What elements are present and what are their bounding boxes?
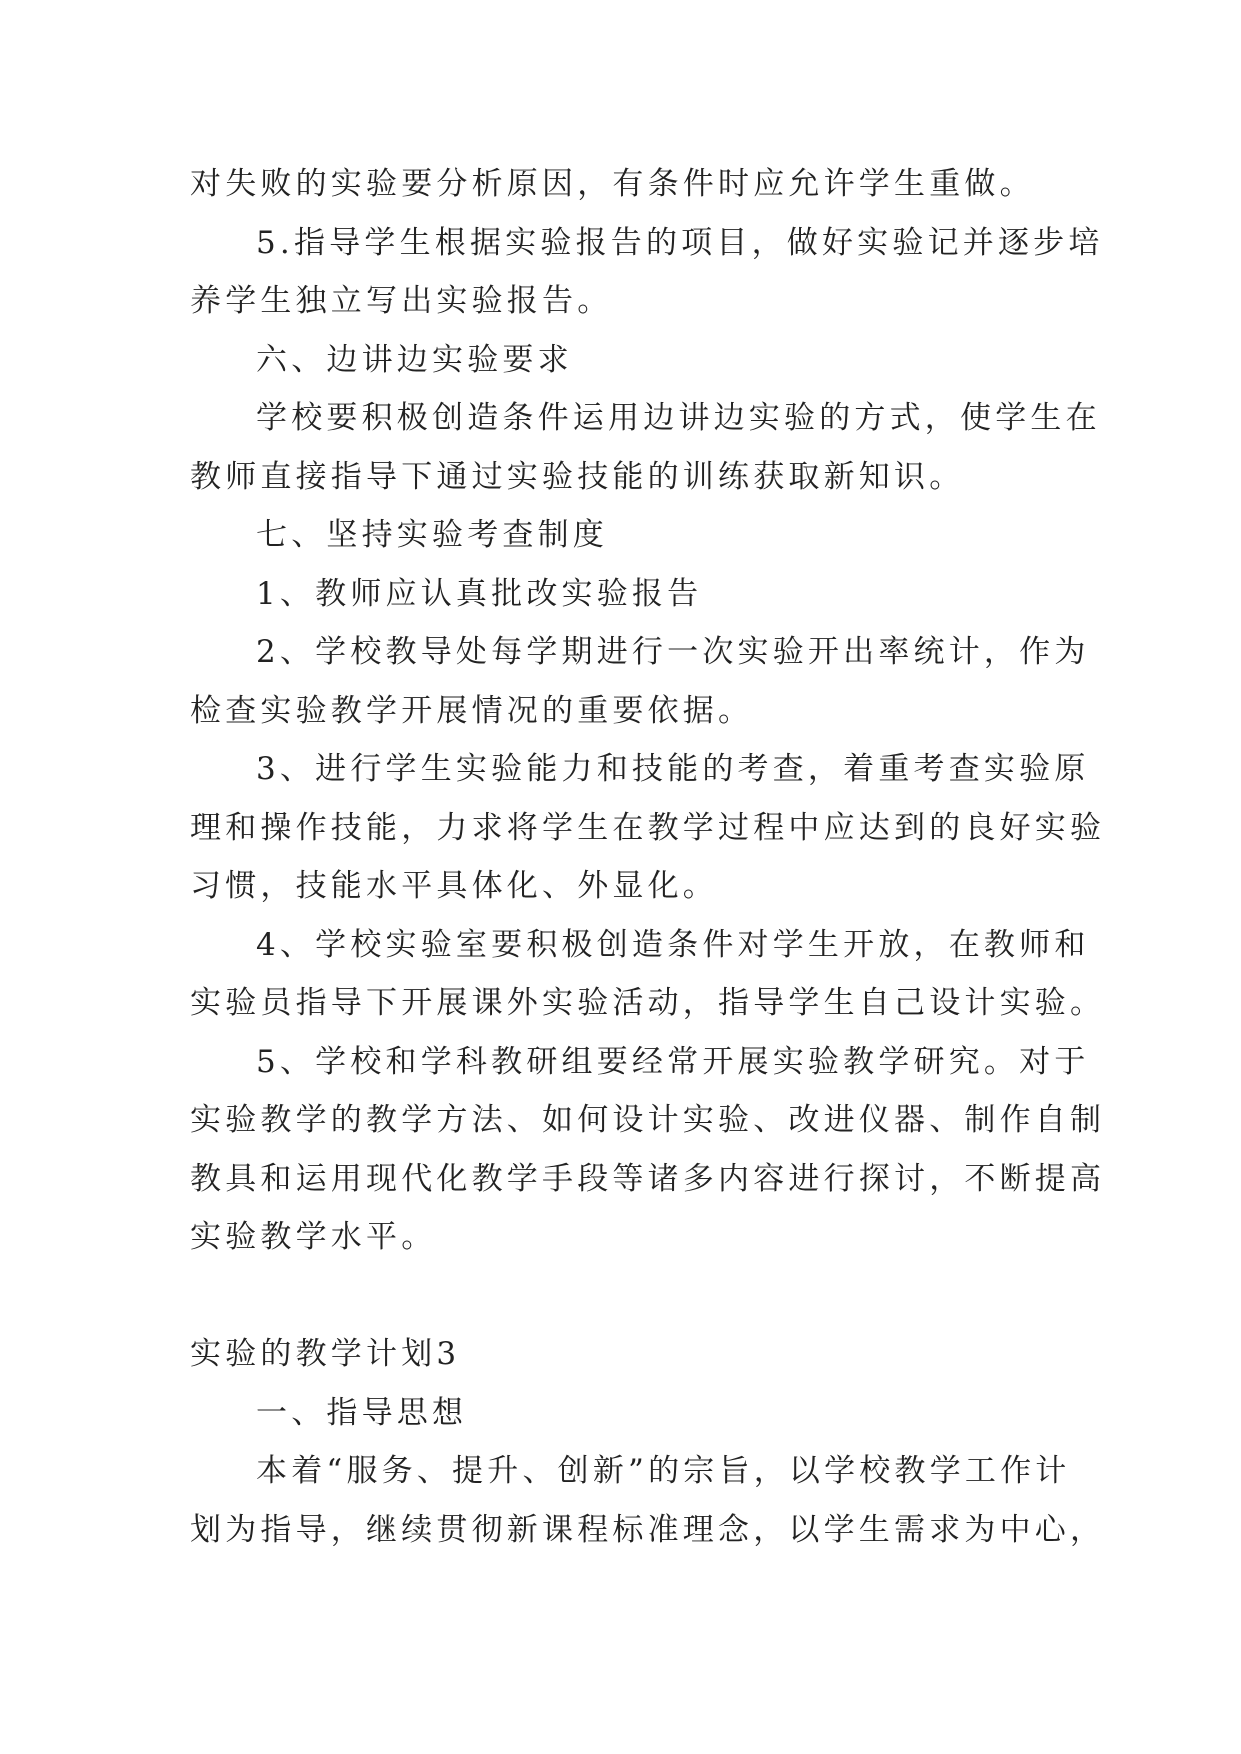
paragraph-line: 养学生独立写出实验报告。 [190,283,613,319]
paragraph-line: 检查实验教学开展情况的重要依据。 [190,692,754,729]
paragraph-line: 教具和运用现代化教学手段等诸多内容进行探讨，不断提高 [190,1160,1106,1197]
list-item: 2、学校教导处每学期进行一次实验开出率统计，作为 [256,634,1090,670]
list-item: 4、学校实验室要积极创造条件对学生开放，在教师和 [256,926,1090,963]
document-body [190,155,1106,1559]
section-title: 实验的教学计划3 [190,1336,461,1372]
paragraph-line: 划为指导，继续贯彻新课程标准理念，以学生需求为中心， [190,1511,1106,1548]
section-heading: 七、坚持实验考查制度 [256,517,608,553]
list-item: 5、学校和学科教研组要经常开展实验教学研究。对于 [256,1043,1090,1080]
paragraph-line: 5.指导学生根据实验报告的项目，做好实验记并逐步培 [256,224,1104,261]
paragraph-line: 对失败的实验要分析原因，有条件时应允许学生重做。 [190,166,1035,202]
paragraph-line: 实验教学的教学方法、如何设计实验、改进仪器、制作自制 [190,1102,1106,1138]
list-item: 3、进行学生实验能力和技能的考查，着重考查实验原 [256,751,1090,787]
section-heading: 六、边讲边实验要求 [256,341,573,378]
paragraph-line: 实验教学水平。 [190,1219,437,1255]
paragraph-line: 实验员指导下开展课外实验活动，指导学生自己设计实验。 [190,985,1106,1021]
section-heading: 一、指导思想 [256,1394,468,1431]
paragraph-line: 教师直接指导下通过实验技能的训练获取新知识。 [190,458,965,495]
list-item: 1、教师应认真批改实验报告 [256,575,703,612]
paragraph-line: 理和操作技能，力求将学生在教学过程中应达到的良好实验 [190,809,1106,846]
section-spacer [190,1267,1060,1326]
paragraph-line: 学校要积极创造条件运用边讲边实验的方式，使学生在 [256,400,1101,436]
paragraph-line: 习惯，技能水平具体化、外显化。 [190,868,718,904]
paragraph-line: 本着“服务、提升、创新”的宗旨，以学校教学工作计 [256,1453,1071,1489]
